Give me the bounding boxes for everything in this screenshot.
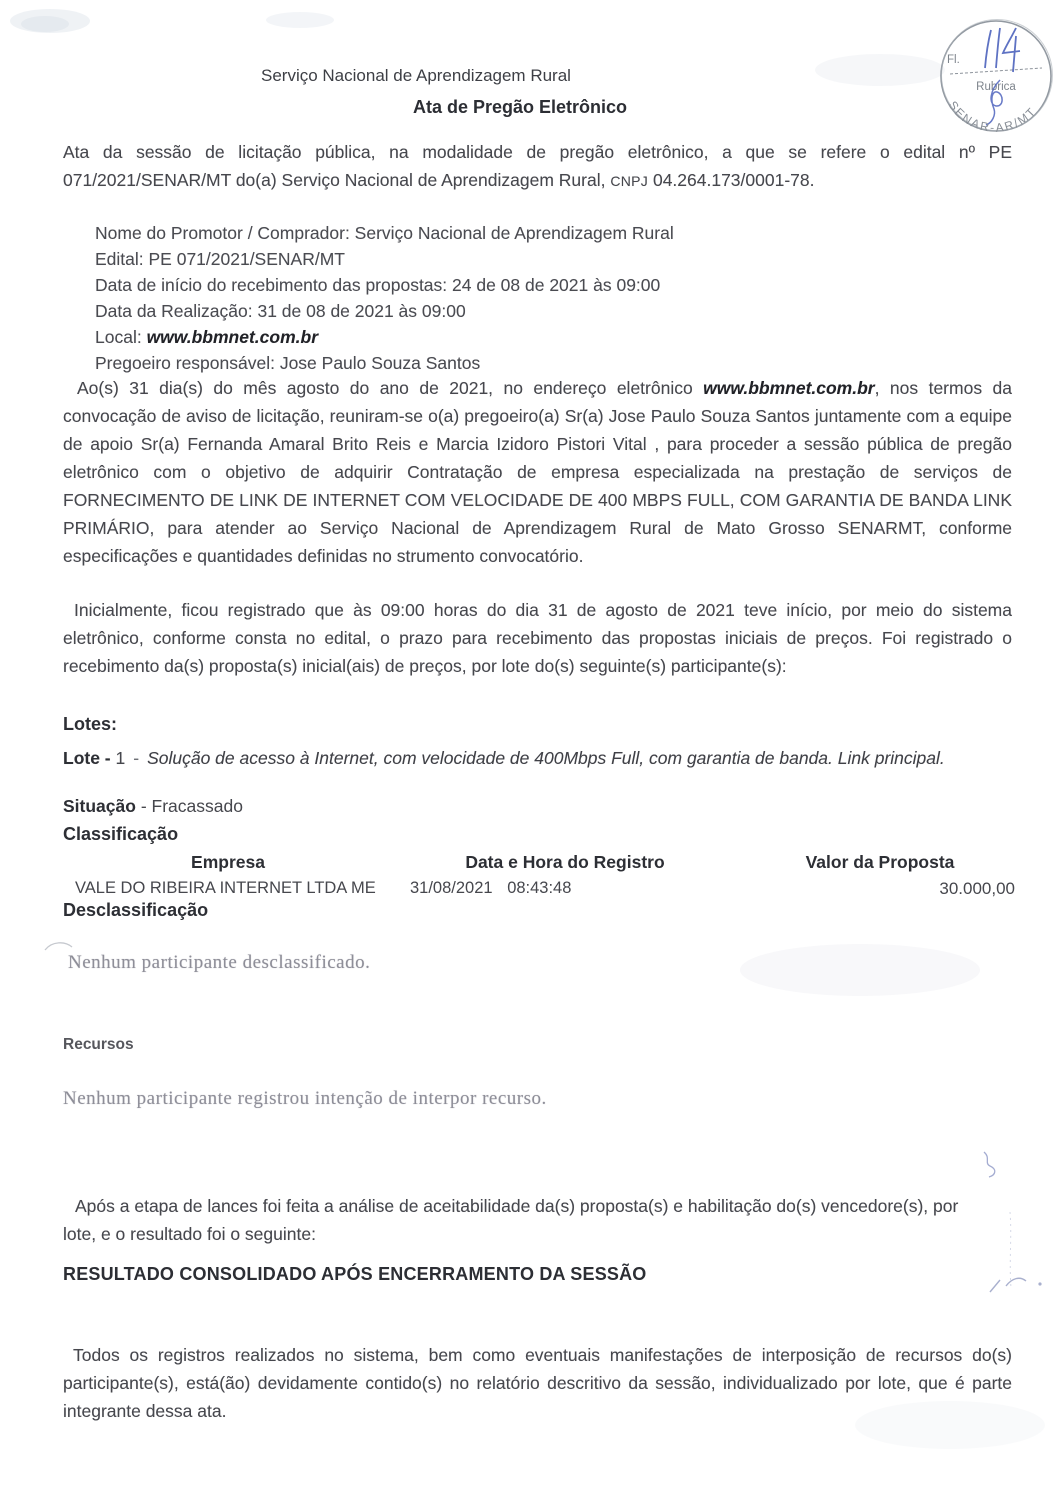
lote-line — [63, 744, 1012, 772]
detail-local-url: www.bbmnet.com.br — [146, 327, 319, 347]
session-text-1: Ao(s) 31 dia(s) do mês agosto do ano de 2021, no endereço eletrônico — [77, 378, 704, 398]
margin-pencil-mark — [984, 1152, 995, 1177]
stamp-arc-text: SENAR-AR/MT — [945, 98, 1040, 135]
session-url: www.bbmnet.com.br — [703, 378, 875, 398]
intro-cnpj-label: CNPJ — [610, 173, 649, 189]
final-paragraph: Todos os registros realizados no sistema, bem como eventuais manifestações de interposição de recursos do(s) participante(s), está(ão) devidamente contido(s) no relatório descritivo da sessão, individualizado por lote, que é parte integrante dessa ata. — [63, 1345, 1012, 1421]
recursos-text: Nenhum participante registrou intenção de interpor recurso. — [63, 1088, 547, 1109]
intro-text: Ata da sessão de licitação pública, na modalidade de pregão eletrônico, a que se refere o edital nº PE 071/2021/SENAR/MT do(a) Serviço Nacional de Aprendizagem Rural, — [63, 142, 1012, 190]
lote-label: Lote - — [63, 748, 116, 768]
classificacao-heading: Classificação — [63, 824, 179, 844]
detail-edital: Edital: PE 071/2021/SENAR/MT — [95, 249, 345, 269]
stamp-fl-line — [950, 68, 1042, 74]
table-header-data-hora: Data e Hora do Registro — [465, 852, 665, 872]
intro-cnpj-value: 04.264.173/0001-78. — [648, 170, 815, 190]
margin-scan-curve — [45, 943, 72, 950]
margin-pencil-dot — [1038, 1282, 1041, 1285]
lote-number: 1 — [115, 748, 126, 768]
resultado-heading: RESULTADO CONSOLIDADO APÓS ENCERRAMENTO DA SESSÃO — [63, 1264, 647, 1284]
margin-pencil-mark — [990, 1278, 1026, 1292]
table-cell-empresa: VALE DO RIBEIRA INTERNET LTDA ME — [75, 879, 376, 897]
stamp-fl-label: Fl. — [947, 54, 960, 66]
scan-smudge — [266, 12, 334, 28]
situacao-value: - Fracassado — [135, 796, 243, 816]
details-block — [95, 220, 674, 376]
page-title: Ata de Pregão Eletrônico — [413, 97, 628, 117]
table-cell-valor: 30.000,00 — [939, 879, 1015, 898]
margin-pencil-streak — [1010, 1212, 1011, 1288]
situacao-line — [63, 796, 243, 817]
analise-paragraph: Após a etapa de lances foi feita a análise de aceitabilidade da(s) proposta(s) e habilitação do(s) vencedore(s), por lote, e o resultado foi o seguinte: — [63, 1196, 959, 1244]
detail-local — [95, 324, 674, 350]
detail-pregoeiro: Pregoeiro responsável: Jose Paulo Souza Santos — [95, 353, 481, 373]
detail-promotor: Nome do Promotor / Comprador: Serviço Nacional de Aprendizagem Rural — [95, 223, 674, 243]
session-paragraph — [63, 374, 1012, 570]
desclassificacao-text: Nenhum participante desclassificado. — [68, 952, 371, 973]
recursos-heading: Recursos — [63, 1036, 134, 1053]
detail-local-label: Local: — [95, 327, 147, 347]
scan-smudge — [740, 944, 980, 996]
registro-paragraph: Inicialmente, ficou registrado que às 09:00 horas do dia 31 de agosto de 2021 teve início, por meio do sistema eletrônico, conforme consta no edital, o prazo para recebimento das propostas iniciais de preços. Foi registrado o recebimento da(s) proposta(s) inicial(ais) de preços, por lote do(s) seguinte(s) participante(s): — [63, 600, 1012, 676]
stamp-rubrica-label: Rubrica — [976, 81, 1016, 93]
table-cell-data-hora — [410, 879, 571, 898]
rubrica-stamp — [930, 16, 1058, 138]
lote-separator: - — [133, 748, 140, 768]
table-header-valor: Valor da Proposta — [805, 852, 955, 872]
detail-data-inicio: Data de início do recebimento das propostas: 24 de 08 de 2021 às 09:00 — [95, 275, 661, 295]
org-name: Serviço Nacional de Aprendizagem Rural — [261, 66, 571, 85]
lotes-heading: Lotes: — [63, 714, 117, 734]
stamp-handwritten-number — [985, 28, 1020, 72]
session-text-2: , nos termos da convocação de aviso de licitação, reuniram-se o(a) pregoeiro(a) Sr(a) Jose Paulo Souza Santos juntamente com a equipe de apoio Sr(a) Fernanda Amaral Brito Reis e Marcia Izidoro Pistori Vital , para proceder a sessão pública de pregão eletrônico com o objetivo de adquirir Contratação de empresa especializada na prestação de serviços de FORNECIMENTO DE LINK DE INTERNET COM VELOCIDADE DE 400 MBPS FULL, COM GARANTIA DE BANDA LINK PRIMÁRIO, para atender ao Serviço Nacional de Aprendizagem Rural de Mato Grosso SENARMT, conforme especificações e quantidades definidas no strumento convocatório. — [63, 378, 1012, 566]
table-cell-data: 31/08/2021 — [410, 879, 493, 897]
desclassificacao-heading: Desclassificação — [63, 900, 209, 920]
scan-smudge — [815, 54, 945, 86]
lote-description: Solução de acesso à Internet, com velocidade de 400Mbps Full, com garantia de banda. Link principal. — [147, 748, 945, 768]
table-cell-hora: 08:43:48 — [507, 879, 572, 897]
intro-paragraph — [63, 138, 1012, 195]
table-header-empresa: Empresa — [191, 852, 265, 872]
situacao-label: Situação — [63, 796, 136, 816]
detail-data-realizacao: Data da Realização: 31 de 08 de 2021 às 09:00 — [95, 301, 466, 321]
scan-smudge — [21, 16, 69, 32]
